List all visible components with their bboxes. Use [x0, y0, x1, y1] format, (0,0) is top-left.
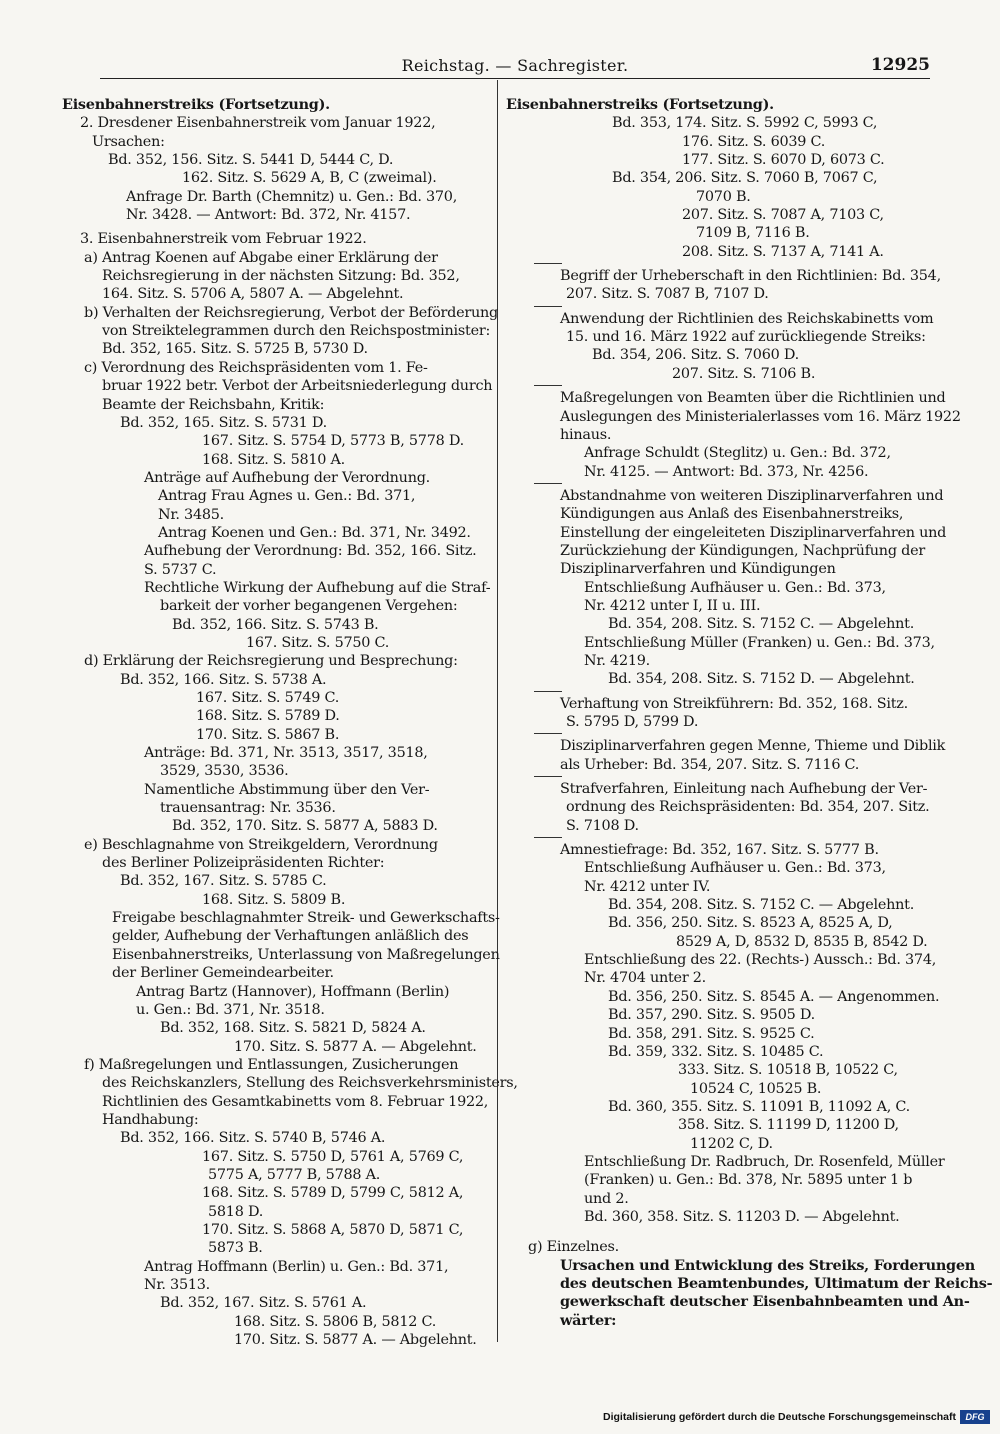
index-line: S. 5795 D, 5799 D. [566, 714, 699, 730]
index-line: 5873 B. [208, 1240, 263, 1257]
index-line: 177. Sitz. S. 6070 D, 6073 C. [682, 152, 885, 169]
entry-separator [534, 776, 562, 777]
index-line: trauensantrag: Nr. 3536. [160, 800, 336, 817]
index-line: Freigabe beschlagnahmter Streik- und Gewerkschafts- [112, 910, 500, 927]
index-line: und 2. [584, 1190, 629, 1207]
index-line: Antrag Bartz (Hannover), Hoffmann (Berlin) [136, 983, 450, 1000]
index-line: Anfrage Schuldt (Steglitz) u. Gen.: Bd. 372, [584, 445, 891, 462]
index-heading: Eisenbahnerstreiks (Fortsetzung). [506, 96, 774, 113]
index-line: Bd. 352, 167. Sitz. S. 5785 C. [120, 873, 327, 890]
index-line: Maßregelungen von Beamten über die Richtlinien und [560, 390, 946, 407]
index-line: Antrag Hoffmann (Berlin) u. Gen.: Bd. 371, [144, 1258, 449, 1275]
index-line: Bd. 360, 358. Sitz. S. 11203 D. — Abgelehnt. [584, 1208, 900, 1225]
index-line: 208. Sitz. S. 7137 A, 7141 A. [682, 243, 884, 260]
index-line: S. 7108 D. [566, 817, 639, 834]
index-line: 170. Sitz. S. 5867 B. [196, 726, 340, 743]
index-line: 207. Sitz. S. 7106 B. [672, 365, 816, 382]
index-line: Anträge: Bd. 371, Nr. 3513, 3517, 3518, [144, 745, 428, 762]
index-line: Verhaftung von Streikführern: Bd. 352, 168. Sitz. [560, 695, 908, 712]
index-heading: wärter: [560, 1311, 617, 1329]
index-line: Entschließung Dr. Radbruch, Dr. Rosenfeld, Müller [584, 1153, 945, 1170]
index-line: Nr. 3428. — Antwort: Bd. 372, Nr. 4157. [126, 207, 411, 224]
index-line: Nr. 4704 unter 2. [584, 970, 707, 987]
index-line: Rechtliche Wirkung der Aufhebung auf die Straf- [144, 579, 491, 596]
index-heading: des deutschen Beamtenbundes, Ultimatum der Reichs- [560, 1274, 993, 1292]
index-line: 167. Sitz. S. 5749 C. [196, 690, 340, 706]
page-header [100, 52, 930, 79]
index-heading: Ursachen und Entwicklung des Streiks, Forderungen [560, 1256, 975, 1274]
index-line: 10524 C, 10525 B. [690, 1080, 822, 1097]
index-line: Nr. 4219. [584, 652, 650, 669]
index-line: als Urheber: Bd. 354, 207. Sitz. S. 7116 C. [560, 756, 860, 773]
index-line: Strafverfahren, Einleitung nach Aufhebung der Ver- [560, 781, 928, 798]
index-line: ordnung des Reichspräsidenten: Bd. 354, 207. Sitz. [566, 799, 930, 816]
index-line: (Franken) u. Gen.: Bd. 378, Nr. 5895 unter 1 b [584, 1172, 913, 1189]
index-line: der Berliner Gemeindearbeiter. [112, 965, 334, 982]
index-line: 2. Dresdener Eisenbahnerstreik vom Januar 1922, [80, 115, 436, 132]
index-line: 167. Sitz. S. 5754 D, 5773 B, 5778 D. [202, 433, 464, 450]
left-column [62, 96, 518, 1349]
index-line: Zurückziehung der Kündigungen, Nachprüfung der [560, 542, 925, 559]
index-line: 5818 D. [208, 1203, 264, 1220]
index-line: Auslegungen des Ministerialerlasses vom 16. März 1922 [560, 408, 961, 425]
index-line: Disziplinarverfahren und Kündigungen [560, 561, 836, 578]
index-line: 3529, 3530, 3536. [160, 763, 289, 780]
column-divider [497, 80, 498, 1342]
index-line: 167. Sitz. S. 5750 D, 5761 A, 5769 C, [202, 1148, 464, 1165]
index-line: Bd. 356, 250. Sitz. S. 8545 A. — Angenommen. [608, 988, 940, 1005]
entry-separator [534, 483, 562, 484]
index-line: Einstellung der eingeleiteten Disziplinarverfahren und [560, 524, 947, 541]
index-line: 170. Sitz. S. 5868 A, 5870 D, 5871 C, [202, 1221, 464, 1238]
index-line: b) Verhalten der Reichsregierung, Verbot der Beförderung [84, 304, 499, 321]
index-line: des Reichskanzlers, Stellung des Reichsverkehrsministers, [102, 1075, 518, 1092]
index-line: Namentliche Abstimmung über den Ver- [144, 781, 430, 798]
index-line: 15. und 16. März 1922 auf zurückliegende Streiks: [566, 329, 926, 346]
index-line: 176. Sitz. S. 6039 C. [682, 133, 826, 150]
index-line: Anfrage Dr. Barth (Chemnitz) u. Gen.: Bd. 370, [126, 188, 458, 205]
running-title: Reichstag. — Sachregister. [401, 56, 629, 75]
index-line: 333. Sitz. S. 10518 B, 10522 C, [678, 1062, 898, 1079]
index-line: Bd. 354, 208. Sitz. S. 7152 C. — Abgelehnt. [608, 616, 915, 633]
index-line: des Berliner Polizeipräsidenten Richter: [102, 855, 385, 872]
index-line: Aufhebung der Verordnung: Bd. 352, 166. Sitz. [144, 543, 477, 560]
index-line: Entschließung Aufhäuser u. Gen.: Bd. 373, [584, 860, 886, 877]
index-heading: Eisenbahnerstreiks (Fortsetzung). [62, 96, 330, 113]
index-line: 170. Sitz. S. 5877 A. — Abgelehnt. [234, 1038, 477, 1055]
index-line: Bd. 354, 206. Sitz. S. 7060 B, 7067 C, [612, 170, 878, 187]
index-line: Nr. 4125. — Antwort: Bd. 373, Nr. 4256. [584, 463, 869, 480]
index-line: u. Gen.: Bd. 371, Nr. 3518. [136, 1001, 325, 1018]
index-line: Disziplinarverfahren gegen Menne, Thieme und Diblik [560, 738, 946, 755]
index-line: Amnestiefrage: Bd. 352, 167. Sitz. S. 5777 B. [560, 842, 879, 859]
index-line: Antrag Koenen und Gen.: Bd. 371, Nr. 3492. [158, 524, 471, 541]
right-column [506, 96, 993, 1330]
index-line: c) Verordnung des Reichspräsidenten vom 1. Fe- [84, 359, 428, 376]
index-line: Bd. 360, 355. Sitz. S. 11091 B, 11092 A, C. [608, 1098, 910, 1115]
index-line: von Streiktelegrammen durch den Reichspostminister: [102, 323, 491, 340]
index-heading: gewerkschaft deutscher Eisenbahnbeamten und An- [560, 1293, 970, 1311]
index-line: 168. Sitz. S. 5789 D, 5799 C, 5812 A, [202, 1185, 464, 1202]
index-line: Antrag Frau Agnes u. Gen.: Bd. 371, [158, 488, 416, 505]
index-line: Handhabung: [102, 1111, 199, 1128]
entry-separator [534, 263, 562, 264]
index-line: Bd. 359, 332. Sitz. S. 10485 C. [608, 1043, 824, 1060]
index-line: 168. Sitz. S. 5806 B, 5812 C. [234, 1313, 437, 1330]
index-line: Entschließung Aufhäuser u. Gen.: Bd. 373, [584, 579, 886, 596]
index-line: 358. Sitz. S. 11199 D, 11200 D, [678, 1117, 899, 1134]
index-line: S. 5737 C. [144, 561, 217, 578]
footer [603, 1410, 990, 1424]
index-line: Entschließung des 22. (Rechts-) Aussch.: Bd. 374, [584, 952, 937, 969]
entry-separator [534, 733, 562, 734]
index-line: bruar 1922 betr. Verbot der Arbeitsniederlegung durch [102, 378, 493, 395]
entry-separator [534, 306, 562, 307]
index-line: Bd. 354, 206. Sitz. S. 7060 D. [592, 347, 799, 364]
index-line: 5775 A, 5777 B, 5788 A. [208, 1166, 381, 1183]
index-line: barkeit der vorher begangenen Vergehen: [160, 598, 458, 615]
index-line: 168. Sitz. S. 5789 D. [196, 708, 340, 725]
index-line: Bd. 358, 291. Sitz. S. 9525 C. [608, 1025, 815, 1042]
index-line: 170. Sitz. S. 5877 A. — Abgelehnt. [234, 1332, 477, 1349]
index-line: 164. Sitz. S. 5706 A, 5807 A. — Abgelehnt. [102, 286, 404, 303]
index-line: 8529 A, D, 8532 D, 8535 B, 8542 D. [676, 933, 928, 950]
index-line: Bd. 352, 156. Sitz. S. 5441 D, 5444 C, D. [108, 152, 394, 169]
index-line: Kündigungen aus Anlaß des Eisenbahnerstreiks, [560, 506, 904, 523]
index-line: Bd. 352, 166. Sitz. S. 5743 B. [172, 616, 379, 633]
index-line: gelder, Aufhebung der Verhaftungen anläßlich des [112, 928, 469, 945]
index-line: Eisenbahnerstreiks, Unterlassung von Maßregelungen [112, 946, 500, 963]
index-line: Bd. 354, 208. Sitz. S. 7152 D. — Abgelehnt. [608, 671, 915, 688]
index-line: f) Maßregelungen und Entlassungen, Zusicherungen [84, 1056, 459, 1073]
index-line: hinaus. [560, 426, 612, 443]
index-line: 168. Sitz. S. 5810 A. [202, 451, 345, 468]
entry-separator [534, 837, 562, 838]
index-line: Abstandnahme von weiteren Disziplinarverfahren und [560, 487, 944, 504]
index-line: 207. Sitz. S. 7087 A, 7103 C, [682, 207, 884, 224]
index-line: Richtlinien des Gesamtkabinetts vom 8. Februar 1922, [102, 1093, 489, 1110]
index-line: Bd. 356, 250. Sitz. S. 8523 A, 8525 A, D, [608, 915, 893, 932]
index-line: Nr. 4212 unter I, II u. III. [584, 597, 761, 614]
entry-separator [534, 385, 562, 386]
index-line: 168. Sitz. S. 5809 B. [202, 891, 346, 908]
index-line: Bd. 353, 174. Sitz. S. 5992 C, 5993 C, [612, 115, 878, 132]
index-line: 3. Eisenbahnerstreik vom Februar 1922. [80, 231, 367, 248]
index-line: Bd. 352, 168. Sitz. S. 5821 D, 5824 A. [160, 1020, 426, 1037]
index-line: Anträge auf Aufhebung der Verordnung. [144, 469, 431, 486]
page-number: 12925 [870, 55, 930, 75]
index-line: Bd. 352, 165. Sitz. S. 5725 B, 5730 D. [102, 341, 368, 358]
index-line: Bd. 352, 167. Sitz. S. 5761 A. [160, 1295, 367, 1312]
index-line: Ursachen: [92, 133, 165, 150]
index-line: 167. Sitz. S. 5750 C. [246, 634, 390, 651]
index-line: 7070 B. [696, 188, 751, 205]
index-line: Begriff der Urheberschaft in den Richtlinien: Bd. 354, [560, 268, 941, 285]
index-line: a) Antrag Koenen auf Abgabe einer Erklärung der [84, 249, 438, 266]
index-line: 7109 B, 7116 B. [696, 225, 810, 242]
index-line: g) Einzelnes. [528, 1239, 619, 1256]
index-line: Bd. 352, 166. Sitz. S. 5738 A. [120, 671, 327, 688]
index-line: Anwendung der Richtlinien des Reichskabinetts vom [560, 310, 934, 327]
index-line: Bd. 354, 208. Sitz. S. 7152 C. — Abgelehnt. [608, 897, 915, 914]
index-line: e) Beschlagnahme von Streikgeldern, Verordnung [84, 836, 438, 853]
index-line: Nr. 3513. [144, 1277, 210, 1293]
index-line: Bd. 357, 290. Sitz. S. 9505 D. [608, 1007, 815, 1024]
index-line: 11202 C, D. [690, 1135, 773, 1152]
dfg-logo-icon: DFG [960, 1410, 990, 1424]
index-line: Reichsregierung in der nächsten Sitzung: Bd. 352, [102, 268, 460, 285]
index-line: Bd. 352, 170. Sitz. S. 5877 A, 5883 D. [172, 818, 438, 835]
index-line: Nr. 3485. [158, 506, 224, 523]
index-line: Entschließung Müller (Franken) u. Gen.: Bd. 373, [584, 634, 935, 651]
index-line: Nr. 4212 unter IV. [584, 878, 711, 895]
entry-separator [534, 691, 562, 692]
index-line: 162. Sitz. S. 5629 A, B, C (zweimal). [182, 170, 437, 187]
index-line: d) Erklärung der Reichsregierung und Besprechung: [84, 653, 458, 670]
index-line: Beamte der Reichsbahn, Kritik: [102, 396, 325, 413]
index-line: Bd. 352, 165. Sitz. S. 5731 D. [120, 414, 327, 431]
footer-credit: Digitalisierung gefördert durch die Deutsche Forschungsgemeinschaft [603, 1411, 956, 1423]
index-line: Bd. 352, 166. Sitz. S. 5740 B, 5746 A. [120, 1130, 386, 1147]
index-line: 207. Sitz. S. 7087 B, 7107 D. [566, 286, 769, 303]
